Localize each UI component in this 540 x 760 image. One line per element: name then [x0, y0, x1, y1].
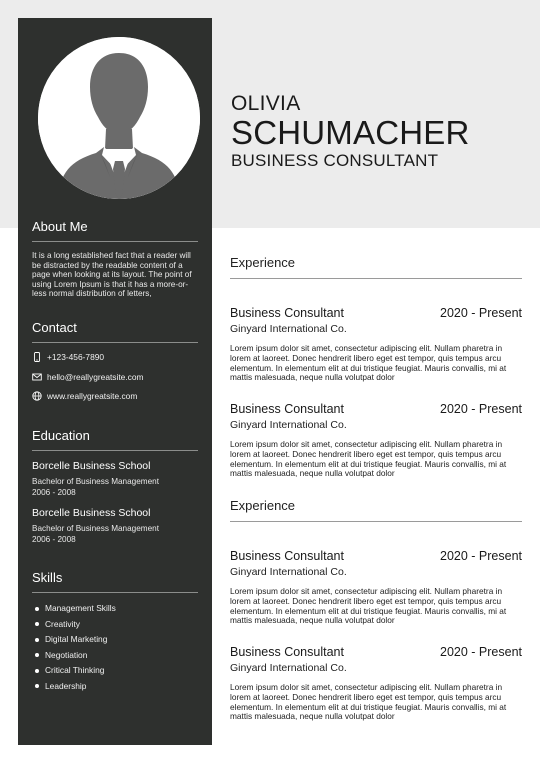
experience-section [230, 498, 522, 522]
job-description: Lorem ipsum dolor sit amet, consectetur adipiscing elit. Nullam pharetra in lorem at laoreet. Donec hendrerit libero eget est tempor, quis tempus arcu elementum. In elementum elit at dui tristique feugiat. Mauris convallis, mi at mattis malesuada, neque nulla volutpat dolor [230, 586, 507, 626]
education-years: 2006 - 2008 [32, 534, 76, 544]
job-period: 2020 - Present [440, 306, 522, 320]
education-degree-block [32, 477, 198, 498]
job-company: Ginyard International Co. [230, 566, 347, 578]
about-heading: About Me [32, 219, 198, 242]
skill-label: Digital Marketing [45, 634, 108, 644]
contact-website-text[interactable]: www.reallygreatsite.com [47, 391, 138, 401]
job-header [230, 645, 522, 659]
job-period: 2020 - Present [440, 645, 522, 659]
job-description: Lorem ipsum dolor sit amet, consectetur adipiscing elit. Nullam pharetra in lorem at laoreet. Donec hendrerit libero eget est tempor, quis tempus arcu elementum. In elementum elit at dui tristique feugiat. Mauris convallis, mi at mattis malesuada, neque nulla volutpat dolor [230, 682, 507, 722]
contact-phone-text[interactable]: +123-456-7890 [47, 352, 105, 362]
contact-email-text[interactable]: hello@reallygreatsite.com [47, 371, 144, 382]
skill-item [32, 617, 198, 633]
education-degree-block [32, 524, 198, 545]
phone-icon [32, 352, 42, 362]
experience-heading: Experience [230, 498, 522, 522]
education-degree: Bachelor of Business Management [32, 524, 159, 533]
bullet-icon [35, 622, 39, 626]
contact-section [32, 320, 198, 401]
skills-list [32, 601, 198, 694]
about-text: It is a long established fact that a reader will be distracted by the readable content of a page when looking at its layout. The point of using Lorem Ipsum is that it has a more-or-less normal distribution of letters, [32, 251, 192, 299]
education-school: Borcelle Business School [32, 507, 151, 519]
skill-label: Leadership [45, 680, 87, 691]
bullet-icon [35, 638, 39, 642]
contact-email [32, 372, 198, 382]
experience-section [230, 255, 522, 279]
job-title: BUSINESS CONSULTANT [231, 151, 439, 170]
sidebar [18, 18, 212, 745]
first-name: OLIVIA [231, 92, 301, 115]
education-degree: Bachelor of Business Management [32, 477, 159, 486]
skills-section [32, 570, 198, 694]
job-entry [230, 306, 522, 383]
education-years: 2006 - 2008 [32, 487, 76, 497]
experience-heading: Experience [230, 255, 522, 279]
contact-website [32, 391, 198, 401]
job-role: Business Consultant [230, 549, 344, 563]
job-header [230, 402, 522, 416]
last-name: SCHUMACHER [231, 114, 470, 151]
contact-list [32, 352, 198, 401]
skills-heading: Skills [32, 570, 198, 593]
skill-label: Critical Thinking [45, 665, 105, 675]
profile-photo [38, 37, 200, 199]
job-role: Business Consultant [230, 645, 344, 659]
job-role: Business Consultant [230, 402, 344, 416]
skill-label: Creativity [45, 618, 80, 629]
bullet-icon [35, 684, 39, 688]
job-entry [230, 402, 522, 479]
job-period: 2020 - Present [440, 549, 522, 563]
education-entry [32, 460, 198, 498]
job-period: 2020 - Present [440, 402, 522, 416]
skill-item [32, 601, 198, 617]
job-entry [230, 549, 522, 626]
job-header [230, 549, 522, 563]
job-company: Ginyard International Co. [230, 419, 347, 431]
education-heading: Education [32, 428, 198, 451]
bullet-icon [35, 607, 39, 611]
education-entry [32, 507, 198, 545]
skill-item [32, 648, 198, 664]
job-description: Lorem ipsum dolor sit amet, consectetur adipiscing elit. Nullam pharetra in lorem at laoreet. Donec hendrerit libero eget est tempor, quis tempus arcu elementum. In elementum elit at dui tristique feugiat. Mauris convallis, mi at mattis malesuada, neque nulla volutpat dolor [230, 439, 507, 479]
contact-phone [32, 352, 198, 362]
job-description: Lorem ipsum dolor sit amet, consectetur adipiscing elit. Nullam pharetra in lorem at laoreet. Donec hendrerit libero eget est tempor, quis tempus arcu elementum. In elementum elit at dui tristique feugiat. Mauris convallis, mi at mattis malesuada, neque nulla volutpat dolor [230, 343, 507, 383]
education-section [32, 428, 198, 545]
bullet-icon [35, 669, 39, 673]
contact-heading: Contact [32, 320, 198, 343]
skill-item [32, 679, 198, 695]
mail-icon [32, 372, 42, 382]
education-school: Borcelle Business School [32, 460, 151, 472]
skill-label: Management Skills [45, 603, 116, 613]
person-silhouette-icon [38, 37, 200, 199]
globe-icon [32, 391, 42, 401]
bullet-icon [35, 653, 39, 657]
skill-label: Negotiation [45, 649, 88, 660]
job-company: Ginyard International Co. [230, 323, 347, 335]
job-header [230, 306, 522, 320]
job-entry [230, 645, 522, 722]
job-role: Business Consultant [230, 306, 344, 320]
skill-item [32, 632, 198, 648]
skill-item [32, 663, 198, 679]
job-company: Ginyard International Co. [230, 662, 347, 674]
about-section [32, 219, 198, 299]
